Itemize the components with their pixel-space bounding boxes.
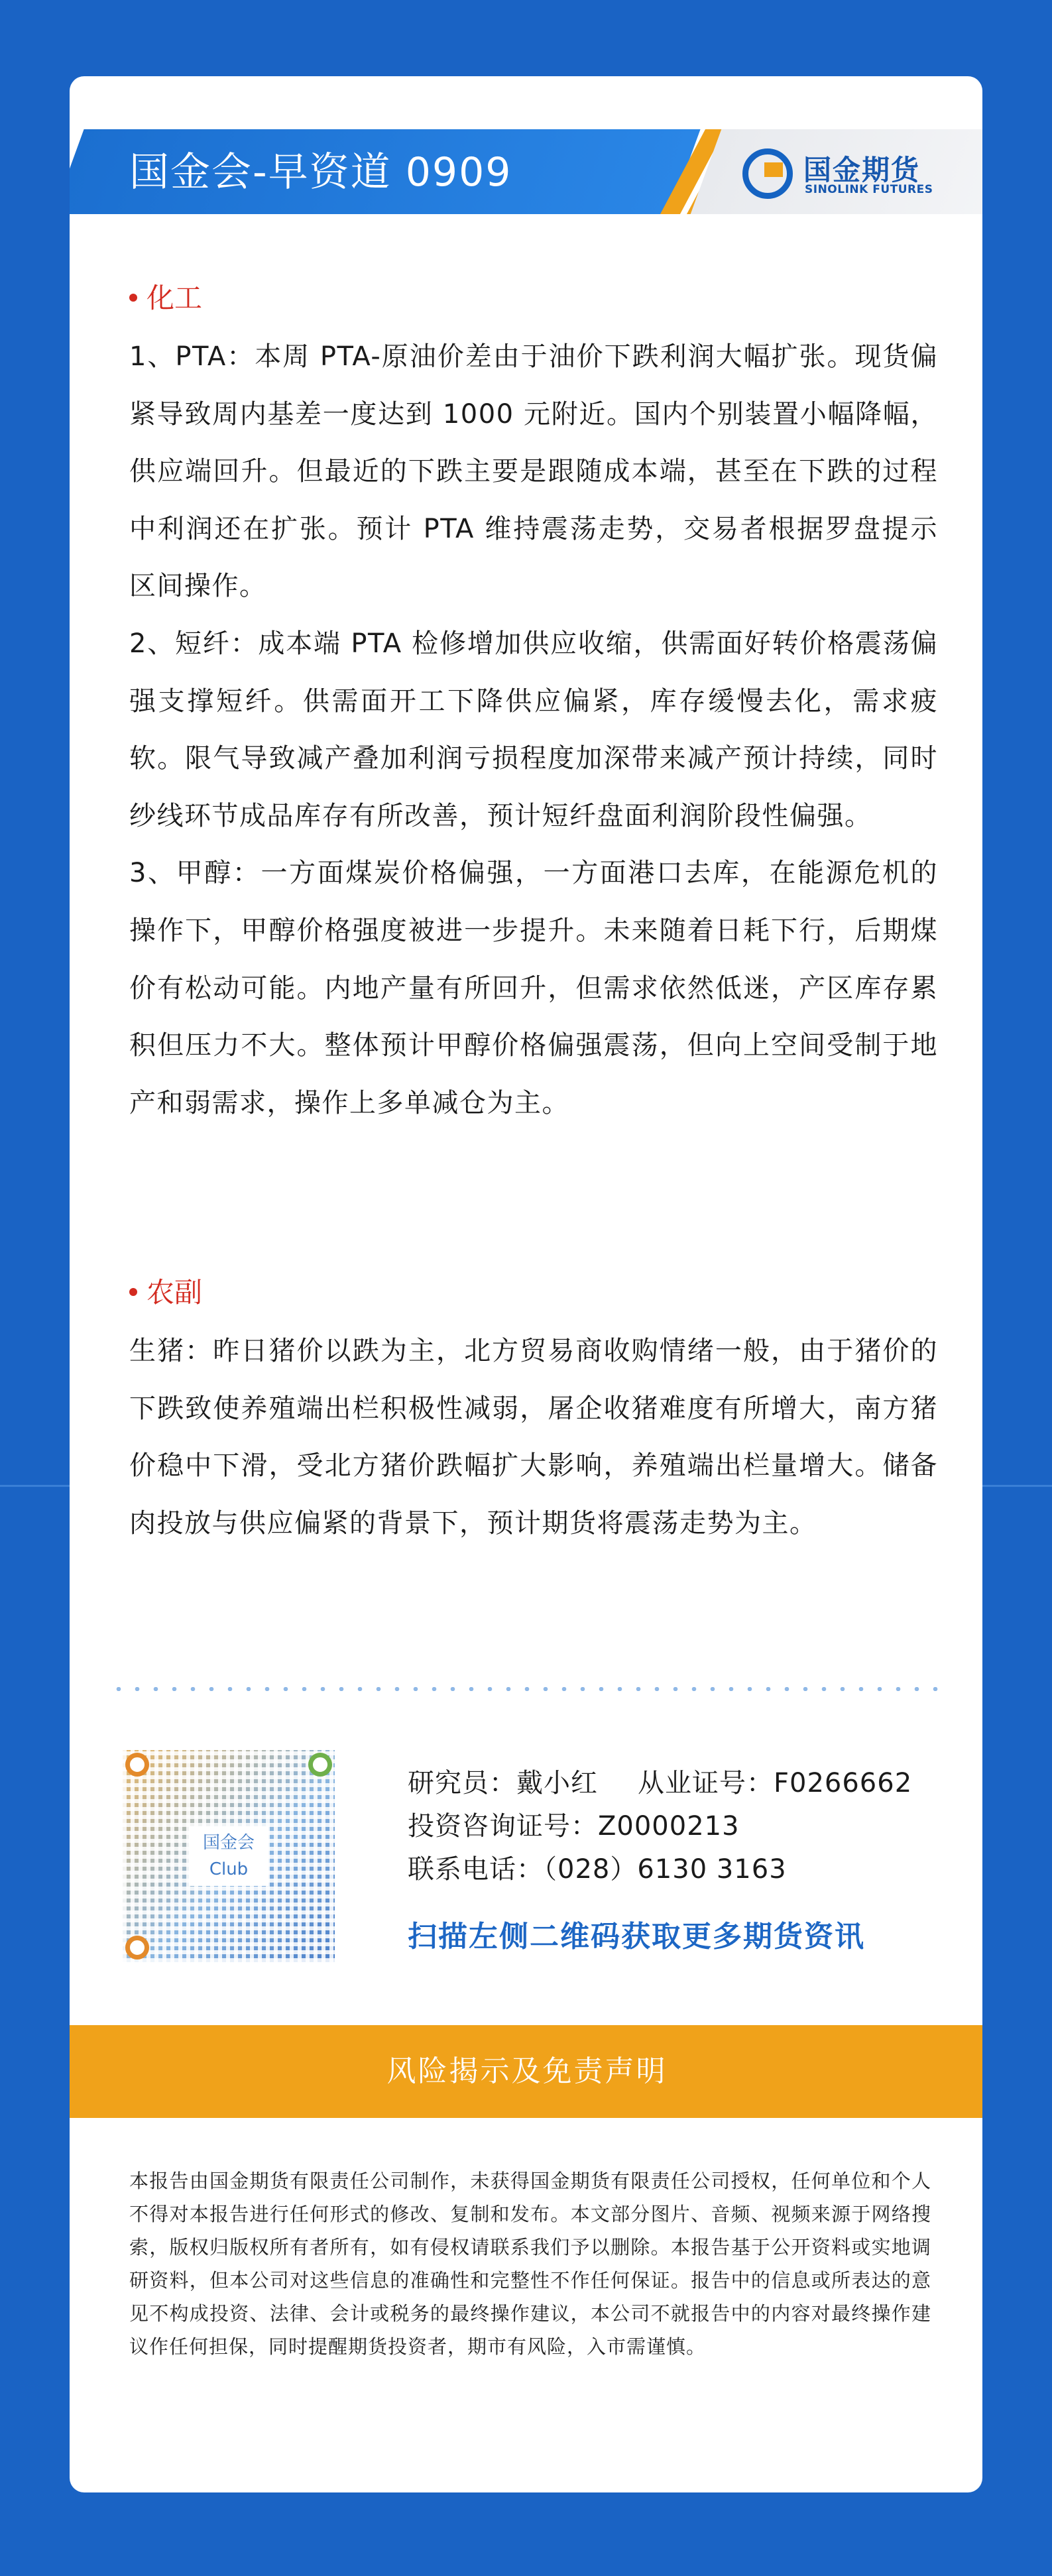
researcher-line: [408, 1763, 912, 1803]
qr-code[interactable]: [123, 1750, 335, 1962]
report-card: [70, 76, 982, 2492]
researcher-name: 研究员：戴小红: [408, 1768, 598, 1798]
page-title: 国金会-早资道 0909: [129, 149, 512, 196]
risk-title-bar: 风险揭示及免责声明: [70, 2025, 982, 2118]
advisory-license: 投资咨询证号：Z0000213: [408, 1811, 740, 1842]
section-body-chemicals: [129, 328, 938, 1132]
qr-finder-icon: [125, 1936, 149, 1960]
logo-mark-icon: [742, 148, 793, 199]
contact-phone: 联系电话：（028）6130 3163: [408, 1854, 787, 1885]
logo-name-cn: 国金期货: [803, 154, 921, 186]
qr-label-line2: Club: [209, 1859, 249, 1879]
qr-finder-icon: [308, 1753, 332, 1777]
paragraph-methanol: 3、甲醇：一方面煤炭价格偏强，一方面港口去库，在能源危机的操作下，甲醇价格强度被进一步提升。未来随着日耗下行，后期煤价有松动可能。内地产量有所回升，但需求依然低迷，产区库存累积但压力不大。整体预计甲醇价格偏强震荡，但向上空间受制于地产和弱需求，操作上多单减仓为主。: [129, 858, 938, 1118]
section-title: 化工: [146, 282, 203, 314]
bullet-icon: [129, 1288, 137, 1296]
paragraph-hogs: 生猪：昨日猪价以跌为主，北方贸易商收购情绪一般，由于猪价的下跌致使养殖端出栏积极性减弱，屠企收猪难度有所增大，南方猪价稳中下滑，受北方猪价跌幅扩大影响，养殖端出栏量增大。储备肉投放与供应偏紧的背景下，预计期货将震荡走势为主。: [129, 1336, 938, 1539]
section-heading-chemicals: [129, 278, 202, 318]
disclaimer-text: 本报告由国金期货有限责任公司制作，未获得国金期货有限责任公司授权，任何单位和个人不得对本报告进行任何形式的修改、复制和发布。本文部分图片、音频、视频来源于网络搜索，版权归版权所有者所有，如有侵权请联系我们予以删除。本报告基于公开资料或实地调研资料，但本公司对这些信息的准确性和完整性不作任何保证。报告中的信息或所表达的意见不构成投资、法律、会计或税务的最终操作建议，本公司不就报告中的内容对最终操作建议作任何担保，同时提醒期货投资者，期市有风险，入市需谨慎。: [129, 2170, 931, 2358]
paragraph-pta: 1、PTA：本周 PTA-原油价差由于油价下跌利润大幅扩张。现货偏紧导致周内基差一度达到 1000 元附近。国内个别装置小幅降幅，供应端回升。但最近的下跌主要是跟随成本端，甚至在下跌的过程中利润还在扩张。预计 PTA 维持震荡走势，交易者根据罗盘提示区间操作。: [129, 341, 938, 602]
section-heading-agriculture: [129, 1273, 202, 1313]
scan-cta: 扫描左侧二维码获取更多期货资讯: [408, 1920, 865, 1954]
section-title: 农副: [146, 1276, 203, 1309]
dotted-divider: [109, 1687, 945, 1691]
qr-finder-icon: [125, 1753, 149, 1777]
license-number: 从业证号：F0266662: [638, 1768, 913, 1798]
bullet-icon: [129, 294, 137, 302]
paragraph-staple-fiber: 2、短纤：成本端 PTA 检修增加供应收缩，供需面好转价格震荡偏强支撑短纤。供需面开工下降供应偏紧，库存缓慢去化，需求疲软。限气导致减产叠加利润亏损程度加深带来减产预计持续，同时纱线环节成品库存有所改善，预计短纤盘面利润阶段性偏强。: [129, 628, 938, 831]
qr-center-label: [189, 1826, 268, 1886]
company-logo: [742, 147, 981, 200]
section-body-agriculture: [129, 1322, 938, 1552]
logo-name-en: SINOLINK FUTURES: [805, 183, 933, 196]
qr-label-line1: 国金会: [202, 1833, 255, 1853]
